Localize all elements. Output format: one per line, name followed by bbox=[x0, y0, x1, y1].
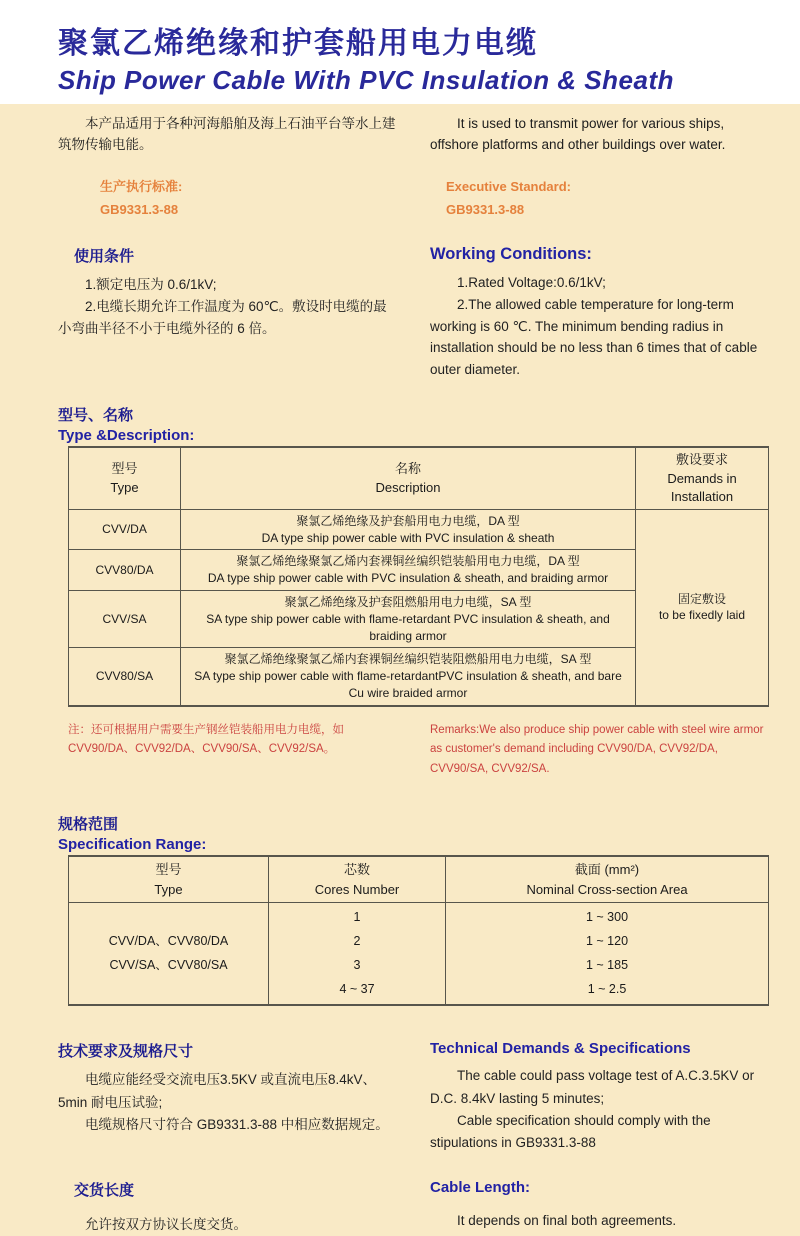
desc-zh: 聚氯乙烯绝缘及护套阻燃船用电力电缆，SA 型 bbox=[284, 595, 532, 610]
section-value: 1 ~ 300 bbox=[585, 910, 629, 925]
spec-type-line: CVV/DA、CVV80/DA bbox=[108, 934, 229, 949]
demand-en: to be fixedly laid bbox=[658, 608, 746, 623]
standard-value-en: GB9331.3-88 bbox=[446, 201, 525, 217]
remarks-zh: 注：还可根据用户需要生产钢丝铠装船用电力电缆，如 CVV90/DA、CVV92/DA、CVV90/SA、CVV92/SA。 bbox=[68, 723, 344, 756]
demand-zh: 固定敷设 bbox=[677, 591, 726, 606]
col-desc-en: Description bbox=[375, 479, 441, 495]
desc-zh: 聚氯乙烯绝缘聚氯乙烯内套裸铜丝编织铠装船用电力电缆，DA 型 bbox=[236, 554, 580, 569]
col-type-en: Type bbox=[110, 479, 139, 495]
table-row bbox=[69, 509, 769, 550]
type-table-heading-zh: 型号、名称 bbox=[58, 407, 134, 425]
description-cell bbox=[181, 648, 636, 706]
working-conditions-heading-zh: 使用条件 bbox=[74, 248, 135, 266]
spec-col-type-en: Type bbox=[154, 881, 183, 897]
type-table-col-type bbox=[69, 447, 181, 509]
spec-col-section bbox=[446, 856, 769, 903]
desc-en: DA type ship power cable with PVC insulation & sheath bbox=[261, 530, 555, 545]
working-conditions-heading-en: Working Conditions: bbox=[430, 245, 592, 264]
technical-zh bbox=[58, 1040, 400, 1154]
standard-label-en: Executive Standard: bbox=[446, 178, 571, 194]
spec-col-type-zh: 型号 bbox=[155, 862, 182, 878]
spec-col-cores-zh: 芯数 bbox=[343, 862, 370, 878]
delivery-text-en: It depends on final both agreements. bbox=[457, 1212, 677, 1228]
type-table-heading-en: Type &Description: bbox=[58, 427, 195, 445]
technical-en bbox=[430, 1040, 774, 1154]
delivery-text-zh: 允许按双方协议长度交货。 bbox=[85, 1216, 247, 1232]
col-desc-zh: 名称 bbox=[394, 461, 421, 477]
technical-line-en-1: The cable could pass voltage test of A.C.3.5KV or D.C. 8.4kV lasting 5 minutes; bbox=[430, 1068, 755, 1106]
type-cell: CVV80/SA bbox=[69, 648, 181, 706]
technical-heading-en: Technical Demands & Specifications bbox=[430, 1040, 691, 1058]
working-conditions-en bbox=[430, 245, 774, 380]
type-cell: CVV/DA bbox=[69, 509, 181, 550]
intro-section bbox=[58, 114, 774, 156]
spec-col-cores-en: Cores Number bbox=[314, 881, 400, 897]
section-value: 1 ~ 120 bbox=[585, 934, 629, 949]
section-value: 1 ~ 2.5 bbox=[587, 981, 627, 996]
page-title-zh: 聚氯乙烯绝缘和护套船用电力电缆 bbox=[58, 27, 538, 60]
type-table-heading bbox=[58, 404, 774, 444]
description-cell bbox=[181, 550, 636, 591]
technical-line-zh-2: 电缆规格尺寸符合 GB9331.3-88 中相应数据规定。 bbox=[85, 1117, 389, 1133]
spec-table-body-row bbox=[69, 903, 769, 1006]
type-cell: CVV80/DA bbox=[69, 550, 181, 591]
cores-value: 1 bbox=[353, 910, 361, 925]
spec-type-line: CVV/SA、CVV80/SA bbox=[109, 957, 228, 972]
demands-cell bbox=[636, 509, 769, 705]
standards-section bbox=[58, 176, 774, 222]
technical-line-zh-1: 电缆应能经受交流电压3.5KV 或直流电压8.4kV、5min 耐电压试验; bbox=[58, 1072, 377, 1110]
col-demand-zh: 敷设要求 bbox=[675, 452, 728, 468]
type-table-col-description bbox=[181, 447, 636, 509]
technical-section bbox=[58, 1040, 774, 1154]
page-content bbox=[0, 104, 800, 1236]
standard-block-en bbox=[446, 176, 774, 222]
working-conditions-zh bbox=[58, 245, 400, 380]
delivery-heading-en: Cable Length: bbox=[430, 1178, 530, 1196]
working-conditions-item-en-2: 2.The allowed cable temperature for long-term working is 60 ℃. The minimum bending radius in installation should be no less than 6 times that of cable outer diameter. bbox=[430, 296, 758, 377]
cores-value: 2 bbox=[353, 934, 361, 949]
description-cell bbox=[181, 509, 636, 550]
technical-heading-zh: 技术要求及规格尺寸 bbox=[58, 1043, 194, 1061]
section-value: 1 ~ 185 bbox=[585, 957, 629, 972]
remarks-section bbox=[58, 721, 774, 780]
desc-en: DA type ship power cable with PVC insulation & sheath, and braiding armor bbox=[207, 571, 609, 586]
standard-value-zh: GB9331.3-88 bbox=[100, 201, 179, 217]
col-demand-en: Demands in Installation bbox=[667, 470, 737, 504]
spec-table-heading-zh: 规格范围 bbox=[58, 816, 119, 834]
spec-table-heading-en: Specification Range: bbox=[58, 836, 207, 854]
standard-block-zh bbox=[100, 176, 400, 222]
working-conditions-item-zh-2: 2.电缆长期允许工作温度为 60℃。敷设时电缆的最小弯曲半径不小于电缆外径的 6 倍。 bbox=[58, 298, 387, 336]
technical-line-en-2: Cable specification should comply with the stipulations in GB9331.3-88 bbox=[430, 1113, 711, 1151]
spec-type-cell bbox=[69, 903, 269, 1006]
working-conditions-section bbox=[58, 245, 774, 380]
type-table-header-row bbox=[69, 447, 769, 509]
intro-paragraph-zh: 本产品适用于各种河海船舶及海上石油平台等水上建筑物传输电能。 bbox=[58, 116, 396, 152]
type-description-table bbox=[68, 446, 769, 707]
intro-paragraph-en: It is used to transmit power for various ships, offshore platforms and other buildings over water. bbox=[430, 116, 726, 152]
page-header bbox=[0, 0, 800, 104]
standard-label-zh: 生产执行标准: bbox=[100, 178, 183, 194]
type-cell: CVV/SA bbox=[69, 591, 181, 648]
cores-value: 3 bbox=[353, 957, 361, 972]
desc-en: SA type ship power cable with flame-retardantPVC insulation & sheath, and bare Cu wire braided armor bbox=[194, 669, 622, 701]
desc-zh: 聚氯乙烯绝缘聚氯乙烯内套裸铜丝编织铠装阻燃船用电力电缆，SA 型 bbox=[224, 652, 592, 667]
desc-en: SA type ship power cable with flame-retardant PVC insulation & sheath, and braiding armor bbox=[206, 611, 610, 643]
delivery-zh bbox=[58, 1179, 400, 1236]
remarks-en: Remarks:We also produce ship power cable with steel wire armor as customer's demand including CVV90/DA, CVV92/DA, CVV90/SA, CVV92/SA. bbox=[430, 723, 764, 775]
working-conditions-item-en-1: 1.Rated Voltage:0.6/1kV; bbox=[457, 275, 606, 291]
spec-col-type bbox=[69, 856, 269, 903]
spec-col-section-zh: 截面 (mm²) bbox=[574, 862, 640, 878]
specification-table bbox=[68, 855, 769, 1006]
delivery-heading-zh: 交货长度 bbox=[74, 1181, 135, 1199]
desc-zh: 聚氯乙烯绝缘及护套船用电力电缆，DA 型 bbox=[296, 513, 520, 528]
spec-section-cell bbox=[446, 903, 769, 1006]
cores-value: 4 ~ 37 bbox=[339, 981, 375, 996]
col-type-zh: 型号 bbox=[111, 461, 138, 477]
working-conditions-item-zh-1: 1.额定电压为 0.6/1kV; bbox=[85, 277, 217, 293]
description-cell bbox=[181, 591, 636, 648]
spec-cores-cell bbox=[269, 903, 446, 1006]
type-table-col-demands bbox=[636, 447, 769, 509]
spec-table-header-row bbox=[69, 856, 769, 903]
delivery-section bbox=[58, 1179, 774, 1236]
spec-table-heading bbox=[58, 813, 774, 853]
spec-col-cores bbox=[269, 856, 446, 903]
spec-col-section-en: Nominal Cross-section Area bbox=[526, 881, 688, 897]
delivery-en bbox=[430, 1179, 774, 1236]
page-title-en: Ship Power Cable With PVC Insulation & Sheath bbox=[58, 65, 674, 95]
